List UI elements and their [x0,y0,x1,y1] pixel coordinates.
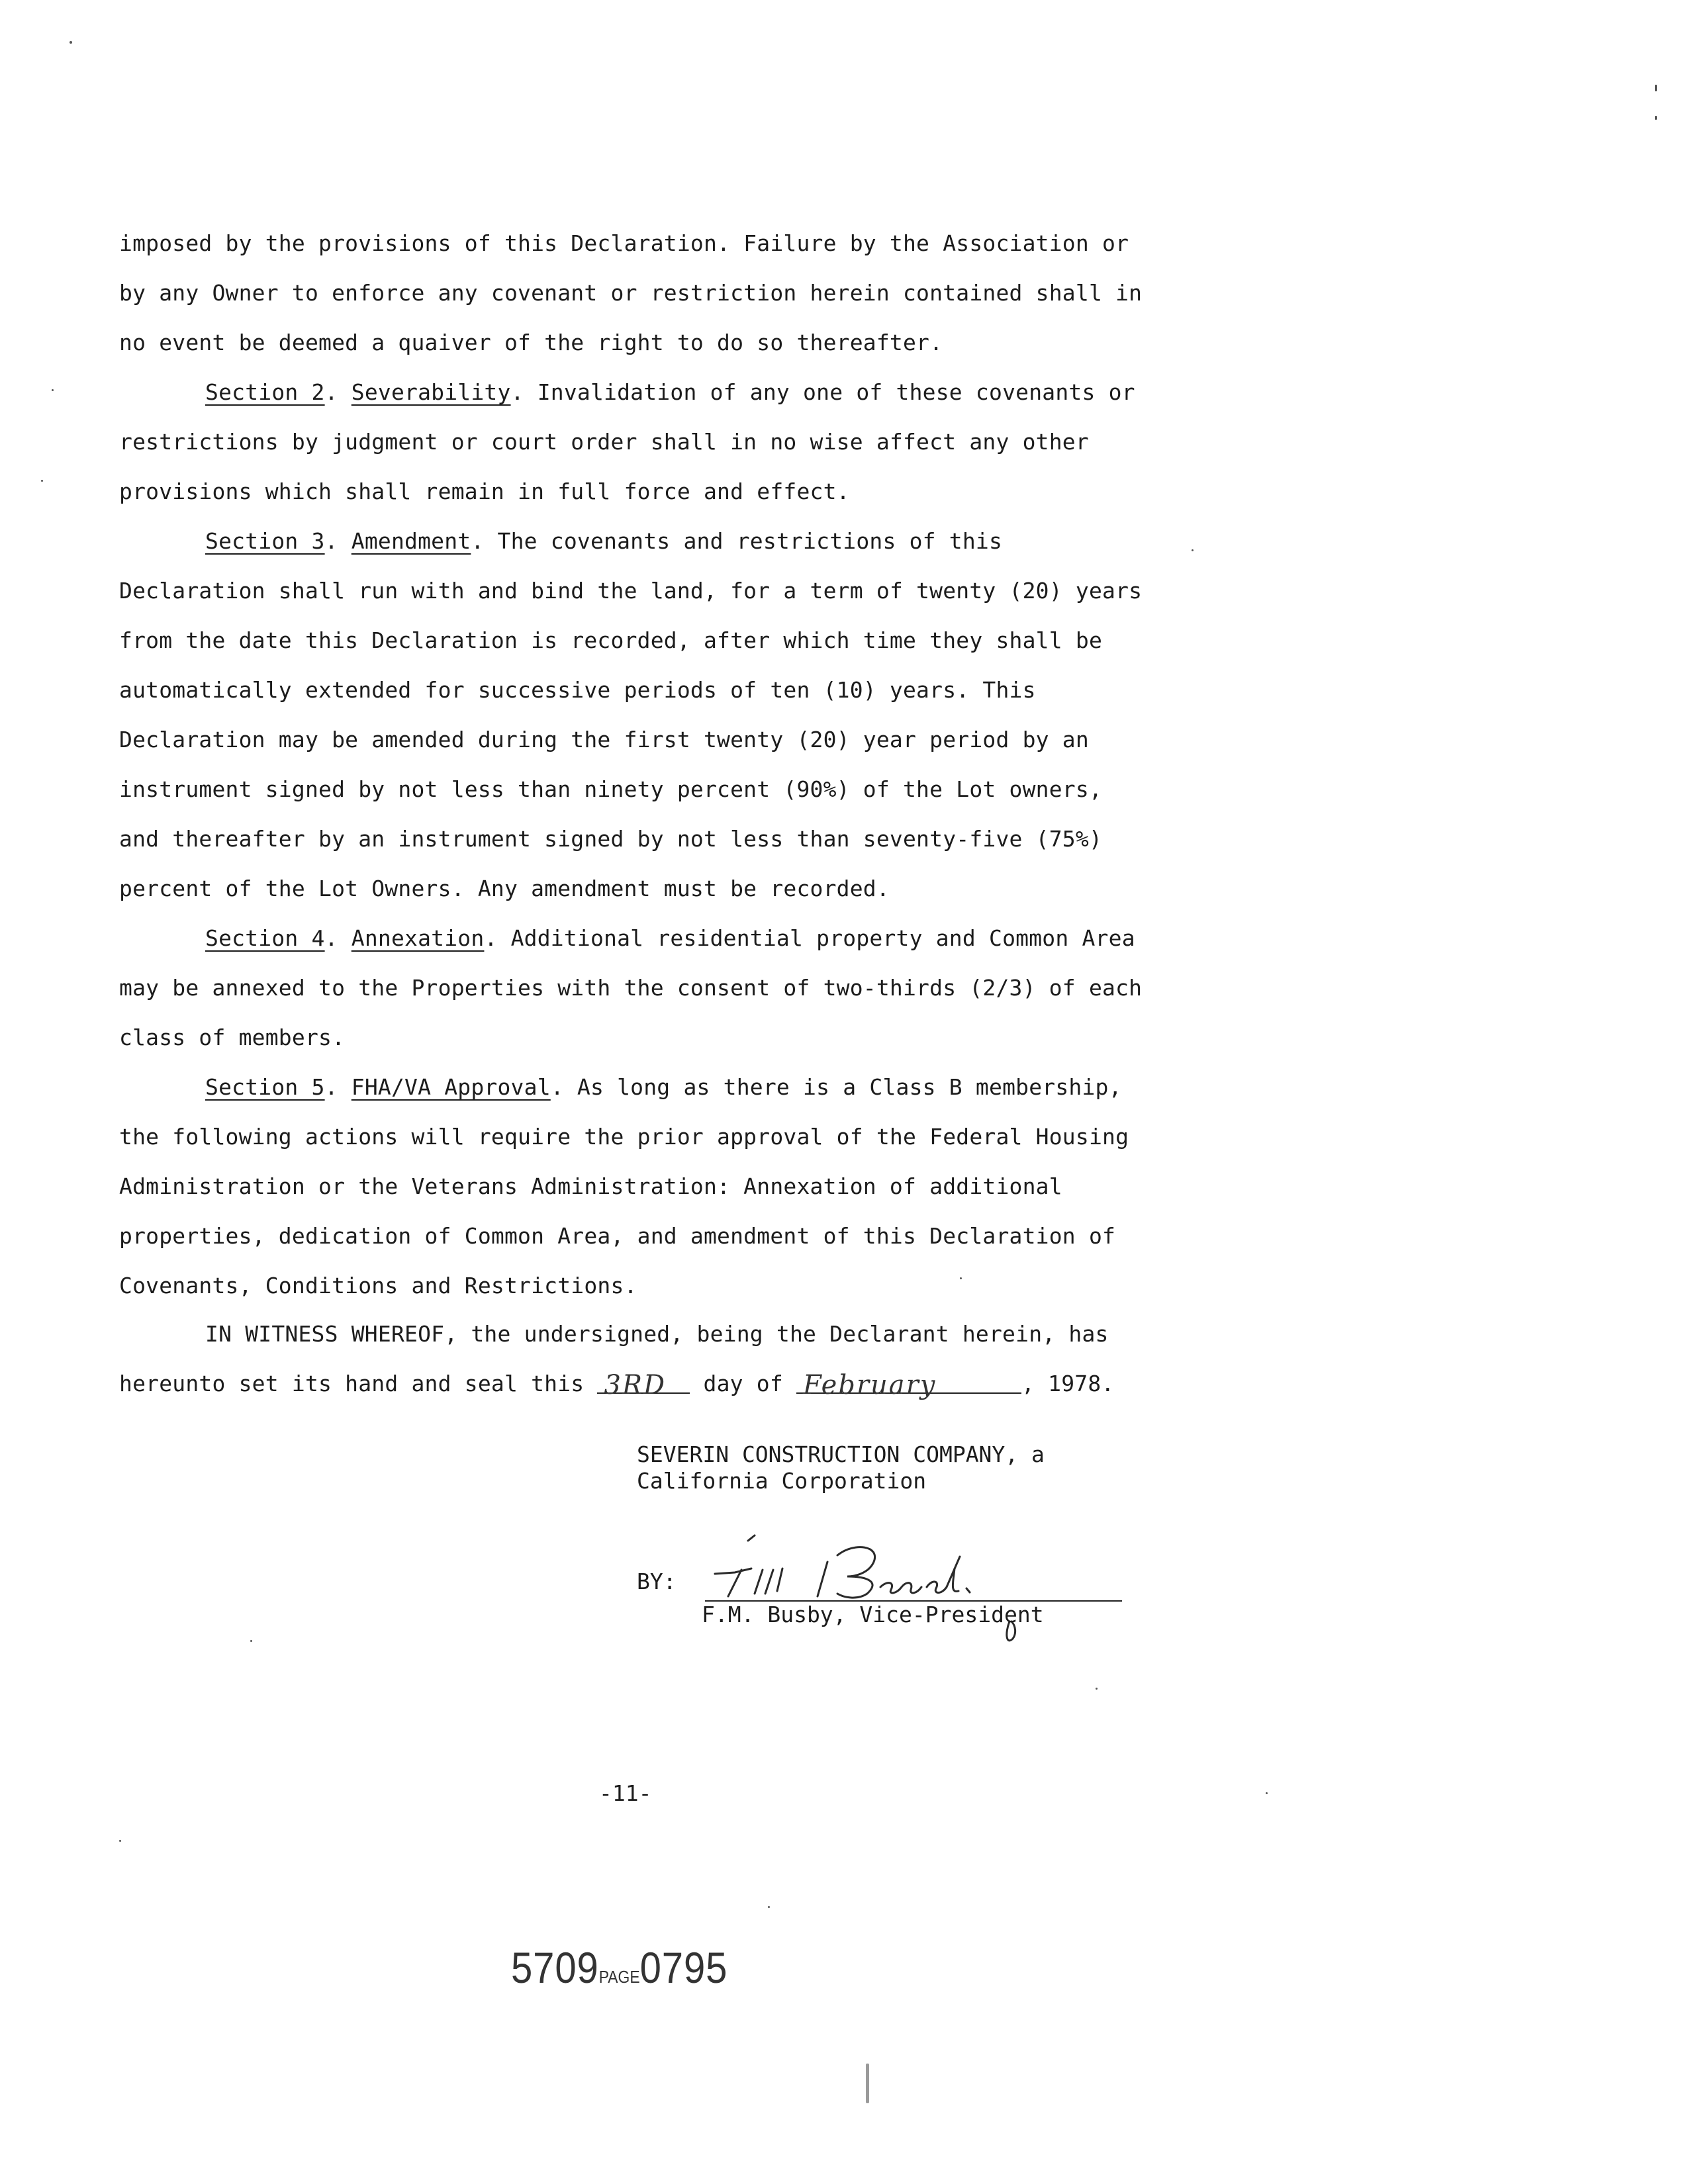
section-number: Section 4 [205,925,325,951]
text-line: instrument signed by not less than ninety percent (90%) of the Lot owners, [119,776,1103,802]
text-line: class of members. [119,1024,346,1050]
text-line: Covenants, Conditions and Restrictions. [119,1273,637,1298]
section-number: Section 3 [205,528,325,554]
section-heading-line: Section 4. Annexation. Additional residential property and Common Area [205,925,1135,951]
day-blank [597,1367,690,1400]
scan-speck [1655,85,1657,91]
text-line: percent of the Lot Owners. Any amendment must be recorded. [119,876,890,901]
section-2-paragraph [119,367,1152,516]
section-heading-line: Section 3. Amendment. The covenants and restrictions of this [205,528,1003,554]
scan-speck [1192,549,1194,551]
section-title: FHA/VA Approval [351,1074,551,1100]
text-line: day of [703,1371,783,1396]
month-blank [796,1367,1021,1400]
text-line: the following actions will require the prior approval of the Federal Housing [119,1124,1129,1150]
section-title: Annexation [351,925,485,951]
continuation-paragraph [119,218,1152,367]
text-line: As long as there is a Class B membership, [577,1074,1122,1100]
stamp-page-label: PAGE [598,1967,640,1987]
company-line: SEVERIN CONSTRUCTION COMPANY, a [637,1441,1045,1467]
section-title: Amendment [351,528,471,554]
page-number: -11- [599,1780,652,1806]
scan-speck [1266,1792,1268,1794]
section-4-paragraph [119,913,1152,1062]
text-line: Additional residential property and Common Area [510,925,1135,951]
scan-speck [41,480,43,482]
text-line: IN WITNESS WHEREOF, the undersigned, being the Declarant herein, has [205,1321,1109,1347]
scan-speck [1096,1688,1098,1690]
signer-name: F.M. Busby, Vice-President [702,1602,1044,1627]
recording-stamp [511,1942,727,1993]
section-title: Severability [351,379,511,405]
stamp-book: 5709 [511,1943,599,1992]
witness-paragraph [119,1309,1152,1408]
scan-speck [52,389,54,391]
text-line: from the date this Declaration is recorded, after which time they shall be [119,627,1103,653]
scan-speck [960,1277,962,1279]
text-line: by any Owner to enforce any covenant or restriction herein contained shall in [119,280,1143,306]
witness-date-line [119,1359,1152,1408]
scan-speck [119,1840,121,1842]
text-line: The covenants and restrictions of this [497,528,1003,554]
company-name-block [637,1441,1045,1494]
text-line: Administration or the Veterans Administration: Annexation of additional [119,1173,1062,1199]
section-3-paragraph [119,516,1152,913]
text-line: automatically extended for successive periods of ten (10) years. This [119,677,1036,703]
handwritten-month: February [803,1370,937,1400]
text-line: properties, dedication of Common Area, and amendment of this Declaration of [119,1223,1116,1249]
scan-speck [866,2064,869,2103]
section-heading-line: Section 5. FHA/VA Approval. As long as there is a Class B membership, [205,1074,1122,1100]
text-line: hereunto set its hand and seal this [119,1371,585,1396]
text-line: no event be deemed a quaiver of the right to do so thereafter. [119,330,943,355]
handwritten-day: 3RD [604,1370,667,1400]
section-number: Section 5 [205,1074,325,1100]
text-line: Declaration may be amended during the first twenty (20) year period by an [119,727,1089,752]
stamp-page: 0795 [639,1943,728,1992]
scan-speck [768,1906,770,1908]
by-label: BY: [637,1569,677,1594]
text-line: Invalidation of any one of these covenants or [537,379,1135,405]
section-heading-line: Section 2. Severability. Invalidation of any one of these covenants or [205,379,1135,405]
section-5-paragraph [119,1062,1152,1310]
company-line: California Corporation [637,1468,927,1494]
section-number: Section 2 [205,379,325,405]
text-line: and thereafter by an instrument signed by not less than seventy-five (75%) [119,826,1103,852]
text-line: Declaration shall run with and bind the land, for a term of twenty (20) years [119,578,1143,604]
text-line: provisions which shall remain in full force and effect. [119,478,850,504]
text-line: may be annexed to the Properties with the consent of two-thirds (2/3) of each [119,975,1143,1001]
scan-speck [1655,116,1657,120]
text-line: imposed by the provisions of this Declaration. Failure by the Association or [119,230,1129,256]
scan-speck [70,41,72,44]
text-line: , 1978. [1021,1371,1115,1396]
scan-speck [250,1640,252,1642]
text-line: restrictions by judgment or court order shall in no wise affect any other [119,429,1089,455]
handwritten-signature [688,1516,1059,1655]
